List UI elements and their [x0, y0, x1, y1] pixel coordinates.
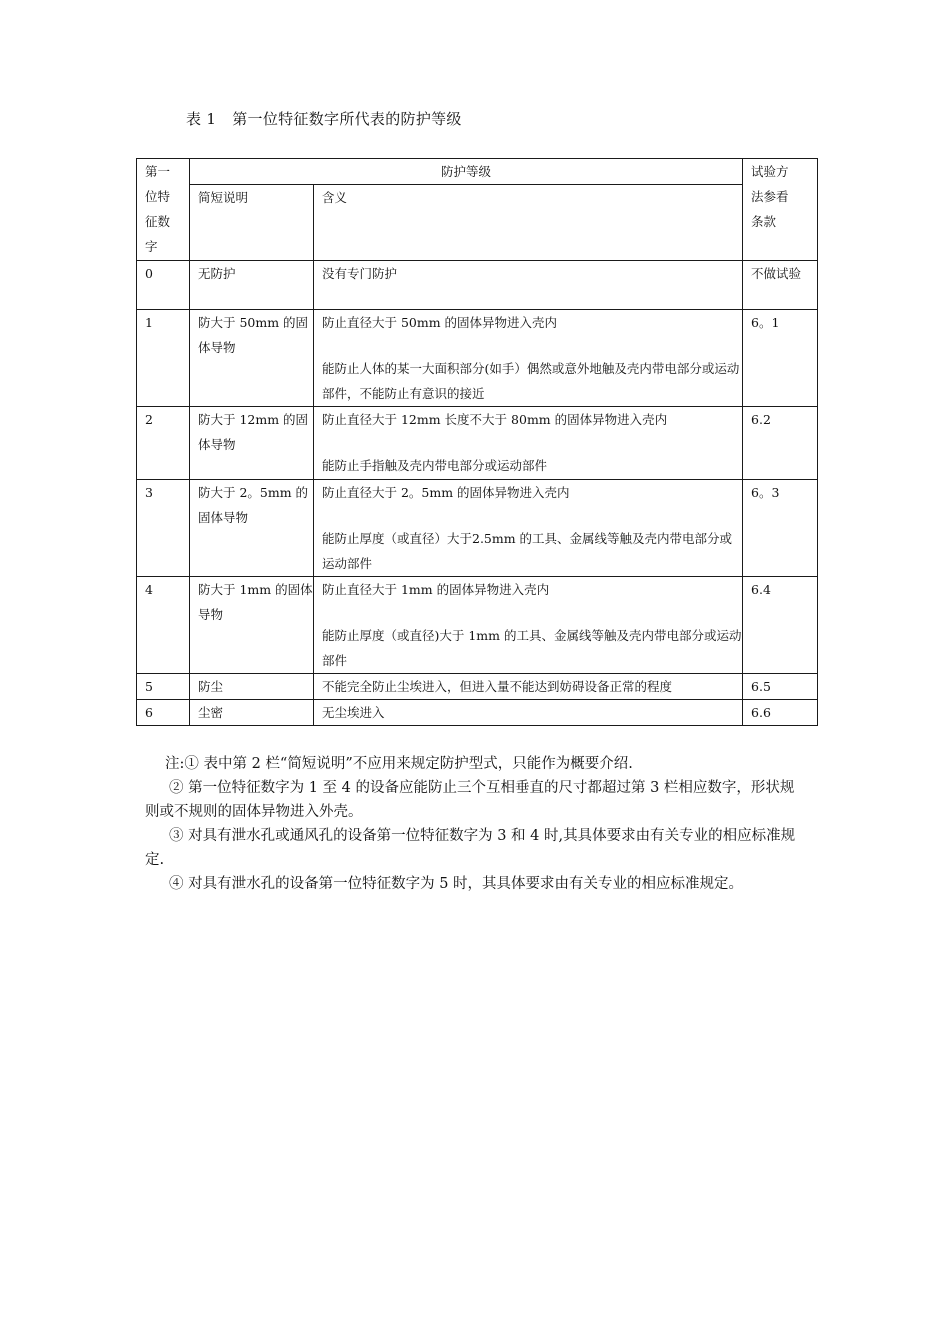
meaning-primary: 防止直径大于 1mm 的固体异物进入壳内 — [322, 582, 550, 597]
header-test-line: 法参看 — [751, 189, 789, 204]
meaning-cell — [314, 407, 743, 480]
header-digit-line: 征数 — [145, 214, 171, 229]
meaning-primary: 不能完全防止尘埃进入，但进入量不能达到妨碍设备正常的程度 — [322, 679, 673, 694]
brief-cell: 防大于 50mm 的固体导物 — [190, 310, 314, 407]
table-row — [137, 577, 818, 674]
test-cell: 6.6 — [743, 700, 818, 726]
note-paragraph: ④ 对具有泄水孔的设备第一位特征数字为 5 时，其具体要求由有关专业的相应标准规定。 — [169, 876, 744, 892]
meaning-secondary: 能防止手指触及壳内带电部分或运动部件 — [322, 458, 548, 473]
header-meaning-cell: 含义 — [314, 185, 743, 261]
meaning-spacer — [322, 505, 742, 526]
digit-cell: 3 — [137, 480, 190, 577]
table-caption — [186, 108, 462, 129]
header-brief-cell: 简短说明 — [190, 185, 314, 261]
header-digit-cell — [137, 159, 190, 261]
meaning-cell — [314, 577, 743, 674]
meaning-cell — [314, 310, 743, 407]
brief-cell: 无防护 — [190, 261, 314, 310]
header-row-2 — [137, 185, 818, 261]
test-cell: 6.5 — [743, 674, 818, 700]
digit-cell: 0 — [137, 261, 190, 310]
header-protection-cell: 防护等级 — [190, 159, 743, 185]
test-cell: 6。1 — [743, 310, 818, 407]
digit-cell: 2 — [137, 407, 190, 480]
digit-cell: 1 — [137, 310, 190, 407]
table-row — [137, 310, 818, 407]
table-row — [137, 674, 818, 700]
meaning-cell — [314, 480, 743, 577]
meaning-spacer — [322, 602, 742, 623]
brief-cell: 防大于 12mm 的固体导物 — [190, 407, 314, 480]
header-row-1 — [137, 159, 818, 185]
brief-cell: 防大于 2。5mm 的固体导物 — [190, 480, 314, 577]
digit-cell: 6 — [137, 700, 190, 726]
header-test-cell — [743, 159, 818, 261]
digit-cell: 4 — [137, 577, 190, 674]
meaning-spacer — [322, 335, 742, 356]
table-row — [137, 407, 818, 480]
meaning-cell — [314, 700, 743, 726]
table-row — [137, 261, 818, 310]
digit-cell: 5 — [137, 674, 190, 700]
protection-level-table — [136, 158, 818, 726]
brief-cell: 尘密 — [190, 700, 314, 726]
meaning-spacer — [322, 432, 742, 453]
test-cell: 6.2 — [743, 407, 818, 480]
header-digit-line: 位特 — [145, 189, 171, 204]
note-paragraph: 注:① 表中第 2 栏“简短说明”不应用来规定防护型式，只能作为概要介绍. — [165, 756, 633, 772]
meaning-primary: 防止直径大于 50mm 的固体异物进入壳内 — [322, 315, 558, 330]
brief-cell: 防尘 — [190, 674, 314, 700]
meaning-secondary: 能防止人体的某一大面积部分(如手）偶然或意外地触及壳内带电部分或运动部件，不能防止有意识的接近 — [322, 361, 740, 401]
meaning-primary: 防止直径大于 12mm 长度不大于 80mm 的固体异物进入壳内 — [322, 412, 668, 427]
table-row — [137, 480, 818, 577]
table-row — [137, 700, 818, 726]
meaning-cell — [314, 261, 743, 310]
header-test-line: 试验方 — [751, 164, 789, 179]
meaning-primary: 防止直径大于 2。5mm 的固体异物进入壳内 — [322, 485, 570, 500]
brief-cell: 防大于 1mm 的固体导物 — [190, 577, 314, 674]
test-cell: 6。3 — [743, 480, 818, 577]
note-paragraph: ③ 对具有泄水孔或通风孔的设备第一位特征数字为 3 和 4 时,其具体要求由有关专业的相应标准规定. — [145, 828, 796, 868]
note-paragraph: ② 第一位特征数字为 1 至 4 的设备应能防止三个互相垂直的尺寸都超过第 3 栏相应数字，形状规则或不规则的固体异物进入外壳。 — [145, 780, 795, 820]
meaning-cell — [314, 674, 743, 700]
meaning-secondary: 能防止厚度（或直径)大于 1mm 的工具、金属线等触及壳内带电部分或运动部件 — [322, 628, 742, 668]
header-digit-line: 第一 — [145, 164, 171, 179]
header-test-line: 条款 — [751, 214, 777, 229]
meaning-primary: 没有专门防护 — [322, 266, 398, 281]
test-cell: 6.4 — [743, 577, 818, 674]
table-title: 第一位特征数字所代表的防护等级 — [232, 110, 462, 128]
meaning-primary: 无尘埃进入 — [322, 705, 385, 720]
test-cell: 不做试验 — [743, 261, 818, 310]
table-notes — [145, 752, 805, 896]
meaning-secondary: 能防止厚度（或直径）大于2.5mm 的工具、金属线等触及壳内带电部分或运动部件 — [322, 531, 733, 571]
table-number: 表 1 — [186, 110, 217, 128]
header-digit-line: 字 — [145, 239, 158, 254]
